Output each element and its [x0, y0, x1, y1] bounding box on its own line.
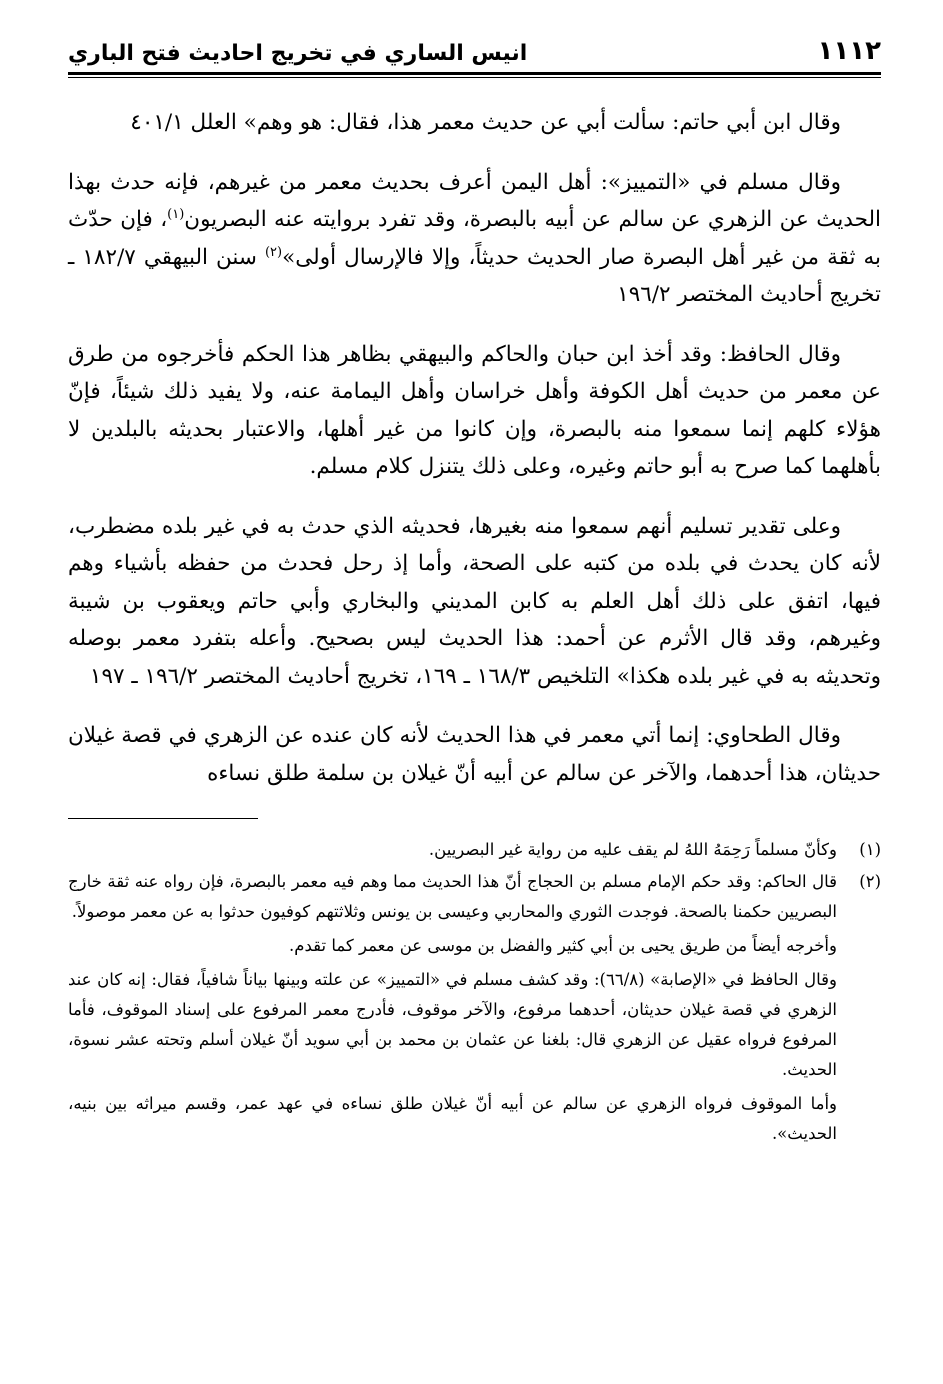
paragraph-4: وعلى تقدير تسليم أنهم سمعوا منه بغيرها، فحديثه الذي حدث به في غير بلده مضطرب، لأنه كان يحدث في بلده من كتبه على الصحة، وأما إذ رحل فحدث من حفظه بأشياء وهم فيها، اتفق على ذلك أهل العلم به كابن المديني والبخاري وأبي حاتم ويعقوب بن شيبة وغيرهم، وقد قال الأثرم عن أحمد: هذا الحديث ليس بصحيح. وأعله بتفرد معمر بوصله وتحديثه به في غير بلده هكذا» التلخيص ١٦٨/٣ ـ ١٦٩، تخريج أحاديث المختصر ١٩٦/٢ ـ ١٩٧	[68, 513, 881, 689]
paragraph-2-text: وقال مسلم في «التمييز»: أهل اليمن أعرف بحديث معمر من غيرهم، فإنه حدث بهذا الحديث عن الزهري عن سالم عن أبيه بالبصرة، وقد تفرد بروايته عنه البصريون	[68, 169, 881, 232]
paragraph-3: وقال الحافظ: وقد أخذ ابن حبان والحاكم والبيهقي بظاهر هذا الحكم فأخرجوه من طرق عن معمر من حديث أهل الكوفة وأهل خراسان وأهل اليمامة عنه، ولا يفيد ذلك شيئاً، فإنّ هؤلاء كلهم إنما سمعوا منه بالبصرة، وإن كانوا من غير أهلها، والاعتبار بحديثه بالبلدين لا بأهلهما كما صرح به أبو حاتم وغيره، وعلى ذلك يتنزل كلام مسلم.	[68, 341, 881, 479]
footnote-ref-2: (٢)	[264, 244, 283, 260]
footnotes	[68, 835, 881, 1149]
header-rule-thin	[68, 77, 881, 78]
footnote-1	[68, 835, 881, 865]
paragraph-2	[68, 164, 881, 314]
footnote-marker: (١)	[859, 840, 881, 859]
footnote-marker: (٢)	[859, 872, 881, 891]
footnote-2	[68, 867, 881, 927]
book-page	[68, 30, 881, 1344]
footnote-separator	[68, 818, 258, 819]
footnote-text: قال الحاكم: وقد حكم الإمام مسلم بن الحجاج أنّ هذا الحديث مما وهم فيه معمر بالبصرة، فإن رواه عنه ثقة خارج البصريين حكمنا بالصحة. فوجدت الثوري والمحاربي وعيسى بن يونس وثلاثتهم كوفيون حدثوا به عن معمر موصولاً.	[68, 872, 837, 921]
page-header	[68, 30, 881, 70]
paragraph-2-text-c: سنن البيهقي ١٨٢/٧ ـ تخريج أحاديث المختصر ١٩٦/٢	[68, 244, 881, 307]
footnote-text: وكأنّ مسلماً رَحِمَهُ اللهُ لم يقف عليه من رواية غير البصريين.	[428, 840, 837, 859]
paragraph-2-text-b: ، فإن حدّث به ثقة من غير أهل البصرة صار الحديث حديثاً، وإلا فالإرسال أولى»	[68, 207, 882, 270]
header-rule	[68, 72, 881, 75]
footnote-2-continuation-2: وقال الحافظ في «الإصابة» (٦٦/٨): وقد كشف مسلم في «التمييز» عن علته وبينها بياناً شافياً، فقال: إنه كان عند الزهري في قصة غيلان حديثان، أحدهما مرفوع، والآخر موقوف، فأدرج معمر المرفوع على إسناد الموقوف، فأما المرفوع فرواه عقيل عن الزهري قال: بلغنا عن عثمان بن محمد بن أبي سويد أنّ غيلان أسلم وتحته عشر نسوة، الحديث.	[68, 970, 837, 1079]
paragraph-1: وقال ابن أبي حاتم: سألت أبي عن حديث معمر هذا، فقال: هو وهم» العلل ٤٠١/١	[130, 110, 841, 135]
page-number: ١١١٢	[817, 36, 881, 66]
footnote-2-continuation-1: وأخرجه أيضاً من طريق يحيى بن أبي كثير والفضل بن موسى عن معمر كما تقدم.	[289, 936, 837, 955]
footnote-2-continuation-3: وأما الموقوف فرواه الزهري عن سالم عن أبيه أنّ غيلان طلق نساءه في عهد عمر، وقسم ميراثه بين بنيه، الحديث».	[68, 1094, 837, 1143]
main-text	[68, 104, 881, 792]
footnote-ref-1: (١)	[167, 206, 185, 222]
paragraph-5: وقال الطحاوي: إنما أتي معمر في هذا الحديث لأنه كان عنده عن الزهري في قصة غيلان حديثان، هذا أحدهما، والآخر عن سالم عن أبيه أنّ غيلان بن سلمة طلق نساءه	[68, 723, 881, 786]
running-title: انيس الساري في تخريج احاديث فتح الباري	[68, 41, 528, 66]
